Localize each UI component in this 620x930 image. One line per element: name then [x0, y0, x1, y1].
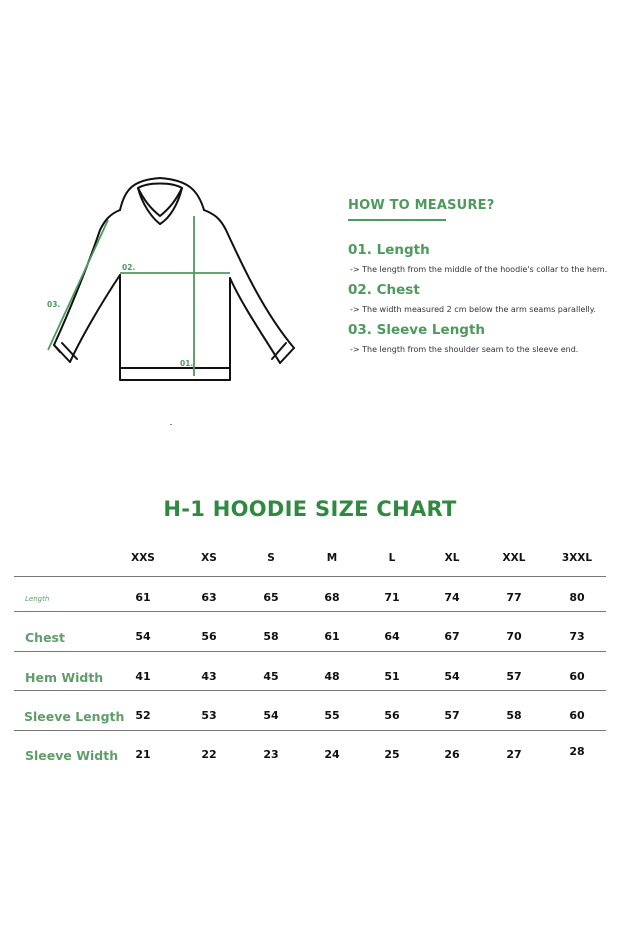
measure-item-desc: -> The length from the shoulder seam to the sleeve end.	[350, 345, 579, 354]
size-value-cell: 64	[384, 630, 400, 643]
measure-item-chest	[348, 282, 596, 314]
size-value-cell: 74	[444, 591, 460, 604]
row-label-sleeve-width: Sleeve Width	[25, 748, 119, 763]
size-value-cell: 48	[324, 670, 340, 683]
row-divider	[14, 730, 606, 731]
size-value-cell: 71	[384, 591, 400, 604]
size-value-cell: 52	[135, 709, 151, 722]
size-value-cell: 60	[569, 670, 585, 683]
length-marker-label: 01.	[180, 359, 194, 368]
size-header-3xxl: 3XXL	[561, 552, 593, 564]
size-value-cell: 61	[135, 591, 151, 604]
size-value-cell: 23	[263, 748, 279, 761]
size-value-cell: 51	[384, 670, 400, 683]
how-to-measure-section	[348, 198, 613, 354]
chest-marker-label: 02.	[122, 263, 136, 272]
size-header-l: L	[388, 552, 396, 564]
hoodie-diagram	[30, 160, 320, 430]
size-header-xl: XL	[444, 552, 460, 564]
size-value-cell: 22	[201, 748, 217, 761]
size-chart-title: H-1 HOODIE SIZE CHART	[163, 497, 457, 521]
size-value-cell: 58	[506, 709, 522, 722]
size-value-cell: 63	[201, 591, 217, 604]
measure-item-length	[348, 242, 607, 274]
size-value-cell: 67	[444, 630, 460, 643]
size-value-cell: 28	[569, 745, 585, 758]
size-value-cell: 24	[324, 748, 340, 761]
size-value-cell: 54	[444, 670, 460, 683]
size-value-cell: 54	[135, 630, 151, 643]
size-value-cell: 43	[201, 670, 217, 683]
row-label-hem-width: Hem Width	[25, 670, 104, 685]
row-label-chest: Chest	[25, 630, 65, 645]
sleeve-marker-label: 03.	[47, 300, 61, 309]
size-value-cell: 55	[324, 709, 340, 722]
size-value-cell: 60	[569, 709, 585, 722]
how-to-measure-heading: HOW TO MEASURE?	[348, 198, 495, 213]
measure-item-sleeve	[348, 322, 578, 354]
size-value-cell: 57	[444, 709, 460, 722]
size-value-cell: 70	[506, 630, 522, 643]
measure-item-title: 03. Sleeve Length	[348, 322, 486, 338]
size-value-cell: 73	[569, 630, 585, 643]
size-value-cell: 27	[506, 748, 522, 761]
measure-item-desc: -> The width measured 2 cm below the arm seams parallelly.	[350, 305, 596, 314]
row-divider	[14, 611, 606, 612]
size-value-cell: 53	[201, 709, 217, 722]
size-value-cell: 45	[263, 670, 279, 683]
size-value-cell: 26	[444, 748, 460, 761]
size-value-cell: 41	[135, 670, 151, 683]
size-header-m: M	[326, 552, 338, 564]
stray-dot	[170, 424, 172, 425]
size-value-cell: 21	[135, 748, 151, 761]
measure-item-desc: -> The length from the middle of the hoodie's collar to the hem.	[350, 265, 608, 274]
row-divider	[14, 690, 606, 691]
size-value-cell: 80	[569, 591, 585, 604]
size-value-cell: 58	[263, 630, 279, 643]
heading-underline	[348, 219, 446, 221]
size-value-cell: 25	[384, 748, 400, 761]
size-value-cell: 68	[324, 591, 340, 604]
size-value-cell: 61	[324, 630, 340, 643]
size-value-cell: 77	[506, 591, 522, 604]
row-label-sleeve-length: Sleeve Length	[24, 709, 125, 724]
size-value-cell: 56	[201, 630, 217, 643]
size-value-cell: 57	[506, 670, 522, 683]
row-divider	[14, 651, 606, 652]
row-divider	[14, 576, 606, 577]
size-header-xs: XS	[201, 552, 217, 564]
size-header-s: S	[267, 552, 275, 564]
measure-item-title: 02. Chest	[348, 282, 420, 298]
row-label-length: Length	[25, 595, 50, 603]
size-value-cell: 56	[384, 709, 400, 722]
measure-item-title: 01. Length	[348, 242, 430, 258]
size-header-xxs: XXS	[131, 552, 155, 564]
size-header-xxl: XXL	[502, 552, 526, 564]
size-value-cell: 65	[263, 591, 279, 604]
size-value-cell: 54	[263, 709, 279, 722]
